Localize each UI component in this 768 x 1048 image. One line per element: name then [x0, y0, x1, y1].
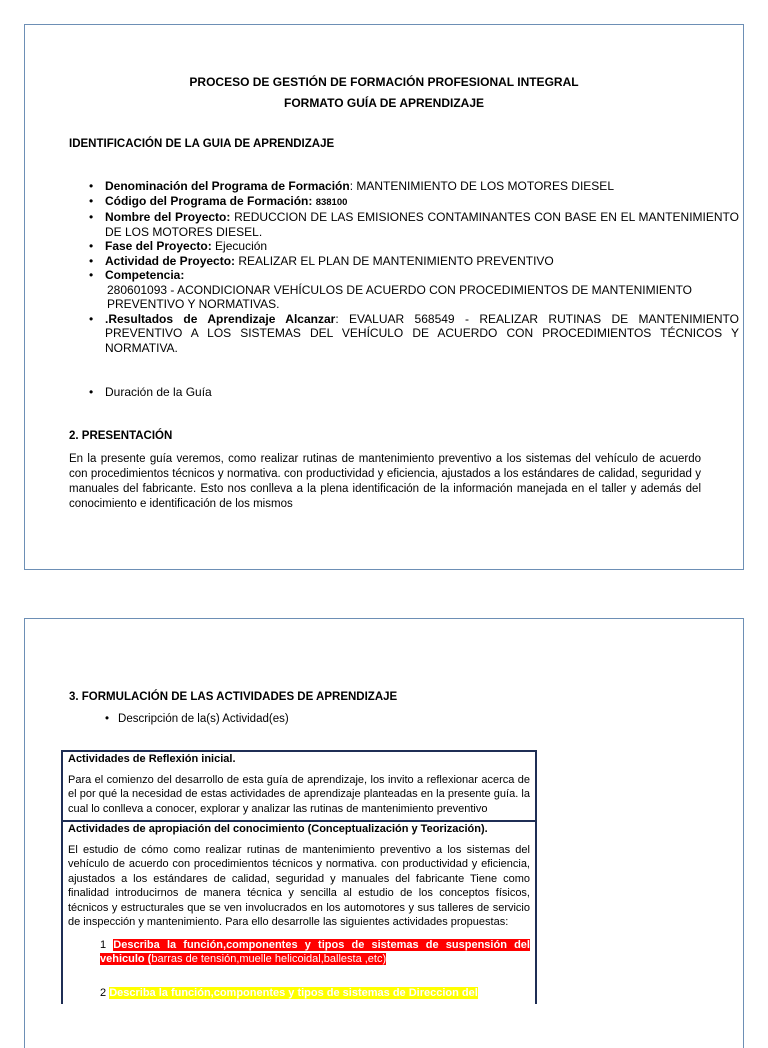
fase-value: Ejecución [211, 239, 268, 253]
identification-section-title: IDENTIFICACIÓN DE LA GUIA DE APRENDIZAJE [69, 138, 335, 150]
reflexion-cell [63, 752, 535, 820]
item1-highlight: Describa la función,componentes y tipos de sistemas de suspensión del vehiculo ( [100, 938, 530, 965]
activities-table [61, 750, 537, 1004]
list-item-programa [105, 179, 739, 194]
reflexion-title: Actividades de Reflexión inicial. [68, 753, 236, 765]
actividades-section-title: 3. FORMULACIÓN DE LAS ACTIVIDADES DE APRENDIZAJE [69, 691, 398, 703]
activity-item-1 [100, 938, 530, 966]
codigo-value: 838100 [315, 196, 348, 208]
proyecto-label: Nombre del Proyecto: [105, 210, 231, 224]
activity-item-2 [100, 986, 530, 1000]
document-page-1 [24, 24, 744, 570]
list-item-fase [105, 239, 739, 254]
programa-label: Denominación del Programa de Formación [105, 179, 350, 193]
resultados-dot: . [105, 311, 109, 326]
apropiacion-text: El estudio de cómo como realizar rutinas de mantenimiento preventivo a los sistemas del vehículo de acuerdo con procedimientos técnicos y normativa. con productividad y eficiencia, ajustados a los estándares de calidad, seguridad y manuales del fabricante Tiene como finalidad introducirnos de manera técnica y sencilla al estudio de los conceptos físicos, técnicos y estructurales que se ven involucrados en los automotores y sus talleres de servicio de inspección y mantenimiento. Para ello desarrolle las siguientes actividades propuestas: [68, 843, 530, 928]
bullet-icon: • [105, 713, 110, 725]
actividad-value: REALIZAR EL PLAN DE MANTENIMIENTO PREVENTIVO [235, 253, 554, 268]
codigo-label: Código del Programa de Formación: [105, 193, 316, 208]
list-item-proyecto [105, 210, 739, 239]
duracion-label: Duración de la Guía [105, 385, 212, 399]
document-page-2 [24, 618, 744, 1048]
header-line-1: PROCESO DE GESTIÓN DE FORMACIÓN PROFESIONAL INTEGRAL [189, 75, 579, 89]
item1-number: 1 [100, 938, 114, 951]
list-item-competencia [105, 268, 739, 312]
list-item-resultados [105, 312, 739, 356]
identification-list [69, 179, 739, 400]
actividades-bullet-text: Descripción de la(s) Actividad(es) [118, 713, 289, 725]
presentacion-title: 2. PRESENTACIÓN [69, 430, 173, 442]
fase-label: Fase del Proyecto: [105, 239, 212, 253]
proyecto-value: REDUCCION DE LAS EMISIONES CONTAMINANTES CON BASE EN EL MANTENIMIENTO DE LOS MOTORES DIESEL. [105, 210, 739, 239]
actividad-label: Actividad de Proyecto: [105, 253, 236, 268]
list-item-duracion [105, 385, 739, 400]
item1-rest: barras de tensión,muelle helicoidal,ballesta ,etc) [151, 952, 387, 965]
resultados-value: : EVALUAR 568549 - REALIZAR RUTINAS DE MANTENIMIENTO PREVENTIVO A LOS SISTEMAS DEL VEHÍCULO DE ACUERDO CON PROCEDIMIENTOS TÉCNICOS Y NORMATIVA. [105, 311, 739, 355]
list-item-actividad [105, 254, 739, 269]
resultados-label: Resultados de Aprendizaje Alcanzar [108, 311, 336, 326]
list-item-codigo [105, 194, 739, 211]
apropiacion-title: Actividades de apropiación del conocimiento (Conceptualización y Teorización). [68, 823, 488, 835]
apropiacion-cell [63, 820, 535, 1004]
item2-number: 2 [100, 986, 110, 999]
reflexion-text: Para el comienzo del desarrollo de esta guía de aprendizaje, los invito a reflexionar acerca de el por qué la necesidad de estas actividades de aprendizaje planteadas en la presente guía. la cual lo conlleva a conocer, explorar y analizar las rutinas de mantenimiento preventivo [68, 773, 530, 815]
presentacion-text: En la presente guía veremos, como realizar rutinas de mantenimiento preventivo a los sistemas del vehículo de acuerdo con procedimientos técnicos y normativa. con productividad y eficiencia, ajustados a los estándares de calidad, seguridad y manuales del fabricante. Esto nos conlleva a la plena identificación de la información manejada en el taller y además del conocimiento e identificación de los mismos [69, 453, 701, 510]
header-line-2: FORMATO GUÍA DE APRENDIZAJE [283, 96, 484, 110]
programa-value: : MANTENIMIENTO DE LOS MOTORES DIESEL [349, 179, 614, 193]
actividades-bullet [105, 713, 289, 725]
competencia-value: 280601093 - ACONDICIONAR VEHÍCULOS DE ACUERDO CON PROCEDIMIENTOS DE MANTENIMIENTO PREVENTIVO Y NORMATIVAS. [107, 282, 693, 311]
competencia-label: Competencia: [105, 268, 185, 282]
item2-highlight: Describa la función,componentes y tipos de sistemas de Direccion del [109, 986, 478, 999]
